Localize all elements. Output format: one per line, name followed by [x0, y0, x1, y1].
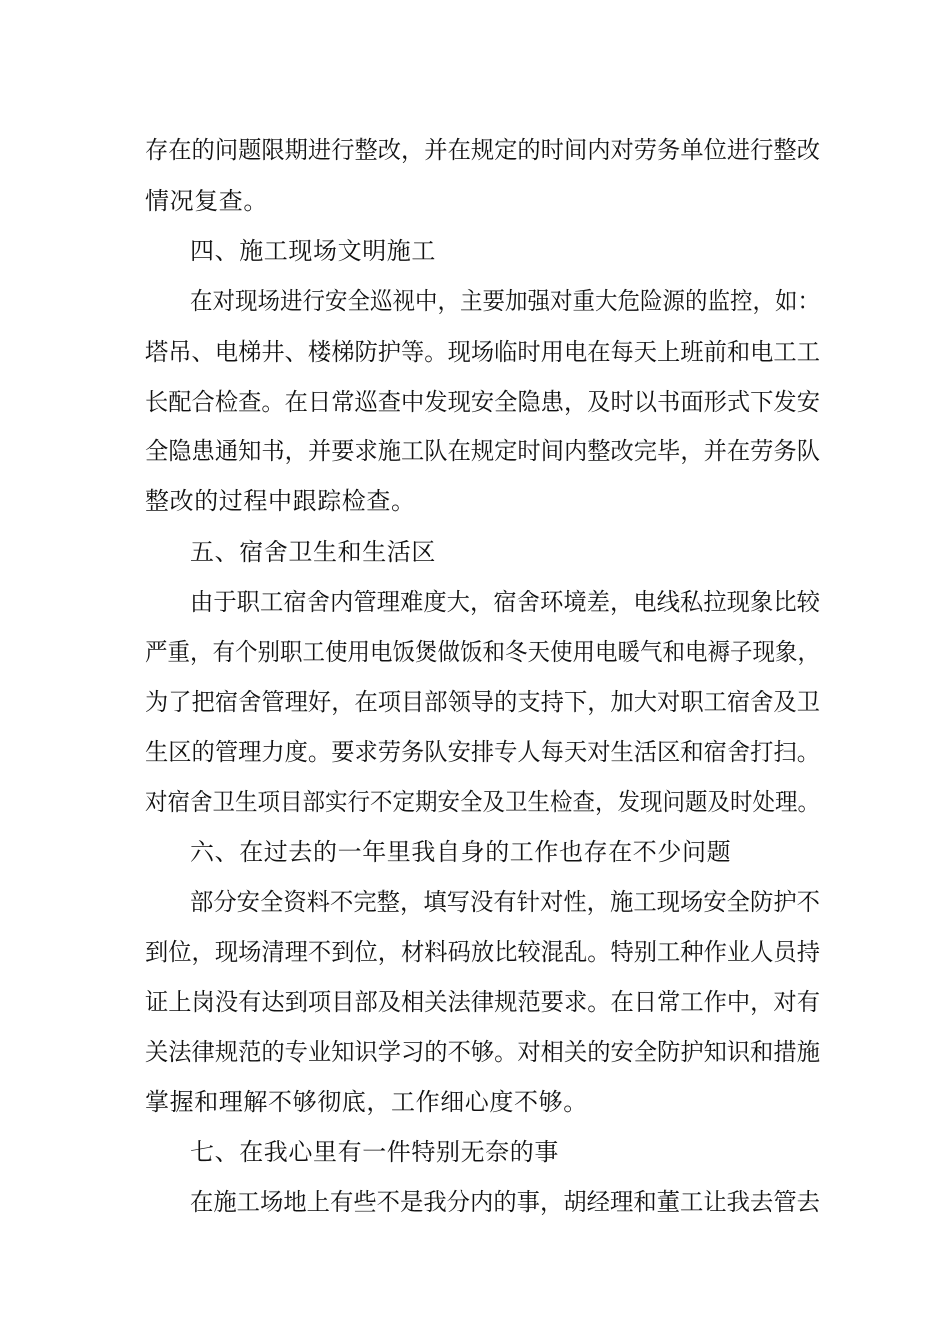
- section-heading-5: 五、宿舍卫生和生活区: [190, 538, 436, 566]
- section-heading-6: 六、在过去的一年里我自身的工作也存在不少问题: [190, 838, 732, 866]
- body-text-line: 塔吊、电梯井、楼梯防护等。现场临时用电在每天上班前和电工工: [145, 338, 820, 366]
- section-heading-7: 七、在我心里有一件特别无奈的事: [190, 1138, 559, 1166]
- body-text-line: 由于职工宿舍内管理难度大，宿舍环境差，电线私拉现象比较: [190, 588, 820, 616]
- section-heading-4: 四、施工现场文明施工: [190, 237, 436, 265]
- body-text-line: 全隐患通知书，并要求施工队在规定时间内整改完毕，并在劳务队: [145, 437, 820, 465]
- body-text-line: 关法律规范的专业知识学习的不够。对相关的安全防护知识和措施: [145, 1038, 820, 1066]
- body-text-line: 证上岗没有达到项目部及相关法律规范要求。在日常工作中，对有: [145, 988, 820, 1016]
- body-text-line: 在施工场地上有些不是我分内的事，胡经理和董工让我去管去: [190, 1188, 820, 1216]
- body-text-line: 在对现场进行安全巡视中，主要加强对重大危险源的监控，如：: [190, 287, 820, 315]
- body-text-line: 掌握和理解不够彻底，工作细心度不够。: [145, 1088, 588, 1116]
- body-text-line: 存在的问题限期进行整改，并在规定的时间内对劳务单位进行整改: [145, 136, 820, 164]
- body-text-line: 对宿舍卫生项目部实行不定期安全及卫生检查，发现问题及时处理。: [145, 788, 820, 816]
- body-text-line: 整改的过程中跟踪检查。: [145, 487, 416, 515]
- body-text-line: 情况复查。: [145, 187, 268, 215]
- body-text-line: 到位，现场清理不到位，材料码放比较混乱。特别工种作业人员持: [145, 938, 820, 966]
- body-text-line: 生区的管理力度。要求劳务队安排专人每天对生活区和宿舍打扫。: [145, 738, 820, 766]
- body-text-line: 严重，有个别职工使用电饭煲做饭和冬天使用电暖气和电褥子现象，: [145, 638, 820, 666]
- body-text-line: 长配合检查。在日常巡查中发现安全隐患，及时以书面形式下发安: [145, 388, 820, 416]
- body-text-line: 为了把宿舍管理好，在项目部领导的支持下，加大对职工宿舍及卫: [145, 688, 820, 716]
- body-text-line: 部分安全资料不完整，填写没有针对性，施工现场安全防护不: [190, 888, 820, 916]
